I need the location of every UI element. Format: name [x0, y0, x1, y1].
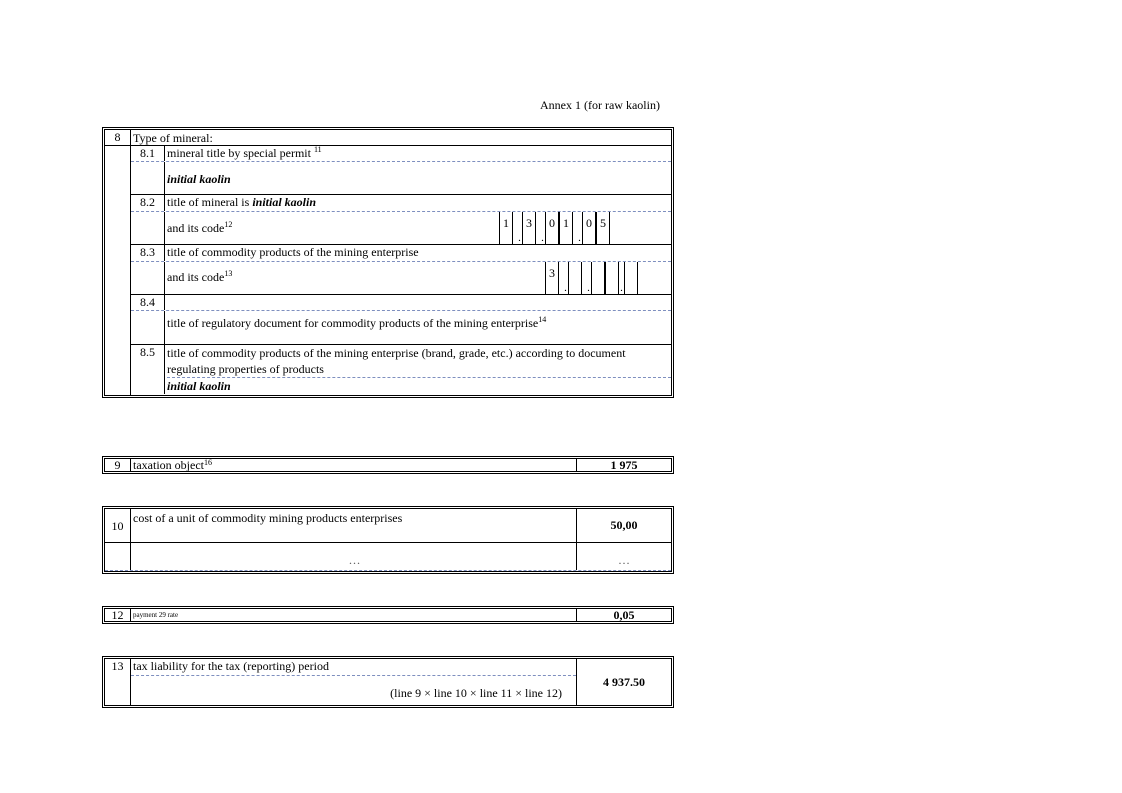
row-label [131, 459, 576, 471]
label-text: mineral title by special permit [167, 146, 311, 160]
footnote-ref: 13 [224, 269, 233, 278]
mineral-type-table [102, 127, 674, 398]
mineral-code [499, 212, 614, 244]
payment-rate-table [102, 606, 674, 624]
row-label: Type of mineral: [133, 131, 213, 145]
code-digit: 3 [522, 212, 536, 244]
unit-cost-table [102, 506, 674, 574]
row-number: 10 [105, 509, 131, 542]
row-8-1 [131, 146, 671, 162]
subrow-spacer [131, 262, 165, 294]
footnote-ref: 11 [313, 145, 322, 154]
label-text: taxation object [133, 458, 204, 472]
code-dot: . [564, 282, 567, 294]
subrow-number: 8.1 [131, 146, 165, 161]
row-number: 8 [105, 130, 131, 145]
row-number: 12 [105, 609, 131, 621]
product-code [545, 262, 642, 294]
subrow-spacer [131, 162, 165, 194]
row-label: title of commodity products of the mining enterprise [167, 245, 419, 259]
footnote-ref: 14 [538, 315, 547, 324]
row-8-5 [131, 345, 671, 394]
code-digit [624, 262, 638, 294]
subrow-number: 8.5 [131, 345, 165, 394]
payment-rate-value: 0,05 [576, 609, 671, 621]
row-number: 9 [105, 459, 131, 471]
row-label [165, 311, 671, 344]
row-label: title of commodity products of the mining enterprise (brand, grade, etc.) according to document regulating properties of products [167, 346, 626, 376]
code-digit [568, 262, 582, 294]
label-text: title of mineral is [167, 195, 250, 209]
row-label: tax liability for the tax (reporting) period [131, 659, 576, 676]
row-number: 13 [105, 659, 131, 705]
ellipsis-value: … [576, 543, 671, 570]
row-label: payment 29 rate [133, 611, 179, 619]
footnote-ref: 12 [224, 220, 233, 229]
formula: (line 9 × line 10 × line 11 × line 12) [390, 686, 562, 700]
subrow-number: 8.3 [131, 245, 165, 261]
code-digit [605, 262, 619, 294]
code-dot: . [620, 282, 623, 294]
row-label [165, 146, 671, 161]
subrow-spacer [131, 212, 165, 244]
subrow-number: 8.4 [131, 295, 165, 310]
code-digit: 5 [596, 212, 610, 244]
annex-title: Annex 1 (for raw kaolin) [540, 98, 660, 112]
ellipsis: … [348, 553, 361, 567]
code-dot: . [578, 232, 581, 244]
label-text: title of regulatory document for commodity products of the mining enterprise [167, 316, 539, 330]
taxation-object-table [102, 456, 674, 474]
row-8-2 [131, 195, 671, 212]
unit-cost-value: 50,00 [576, 509, 671, 542]
row-number-spacer [105, 543, 131, 570]
row-8-3 [131, 245, 671, 262]
code-digit: 1 [559, 212, 573, 244]
code-dot: . [587, 282, 590, 294]
row-label-spacer [165, 295, 671, 310]
code-dot: . [518, 232, 521, 244]
label-text: and its code [167, 270, 225, 284]
tax-liability-table [102, 656, 674, 708]
row-8-header [105, 130, 671, 146]
footnote-ref: 16 [203, 458, 212, 467]
mineral-value: initial kaolin [252, 195, 316, 209]
code-digit: 3 [545, 262, 559, 294]
row-8-4 [131, 295, 671, 311]
taxation-object-value: 1 975 [576, 459, 671, 471]
code-digit: 0 [582, 212, 596, 244]
mineral-title-value: initial kaolin [167, 172, 231, 186]
tax-liability-value: 4 937.50 [576, 659, 671, 705]
row-label [165, 195, 671, 211]
code-digit: 1 [499, 212, 513, 244]
row-label: cost of a unit of commodity mining products enterprises [133, 511, 403, 525]
code-dot: . [541, 232, 544, 244]
product-title-value: initial kaolin [167, 377, 671, 394]
subrow-number: 8.2 [131, 195, 165, 211]
code-digit: 0 [545, 212, 559, 244]
subrow-spacer [131, 311, 165, 344]
code-digit [591, 262, 605, 294]
label-text: and its code [167, 221, 225, 235]
row-8-spacer [105, 146, 131, 395]
